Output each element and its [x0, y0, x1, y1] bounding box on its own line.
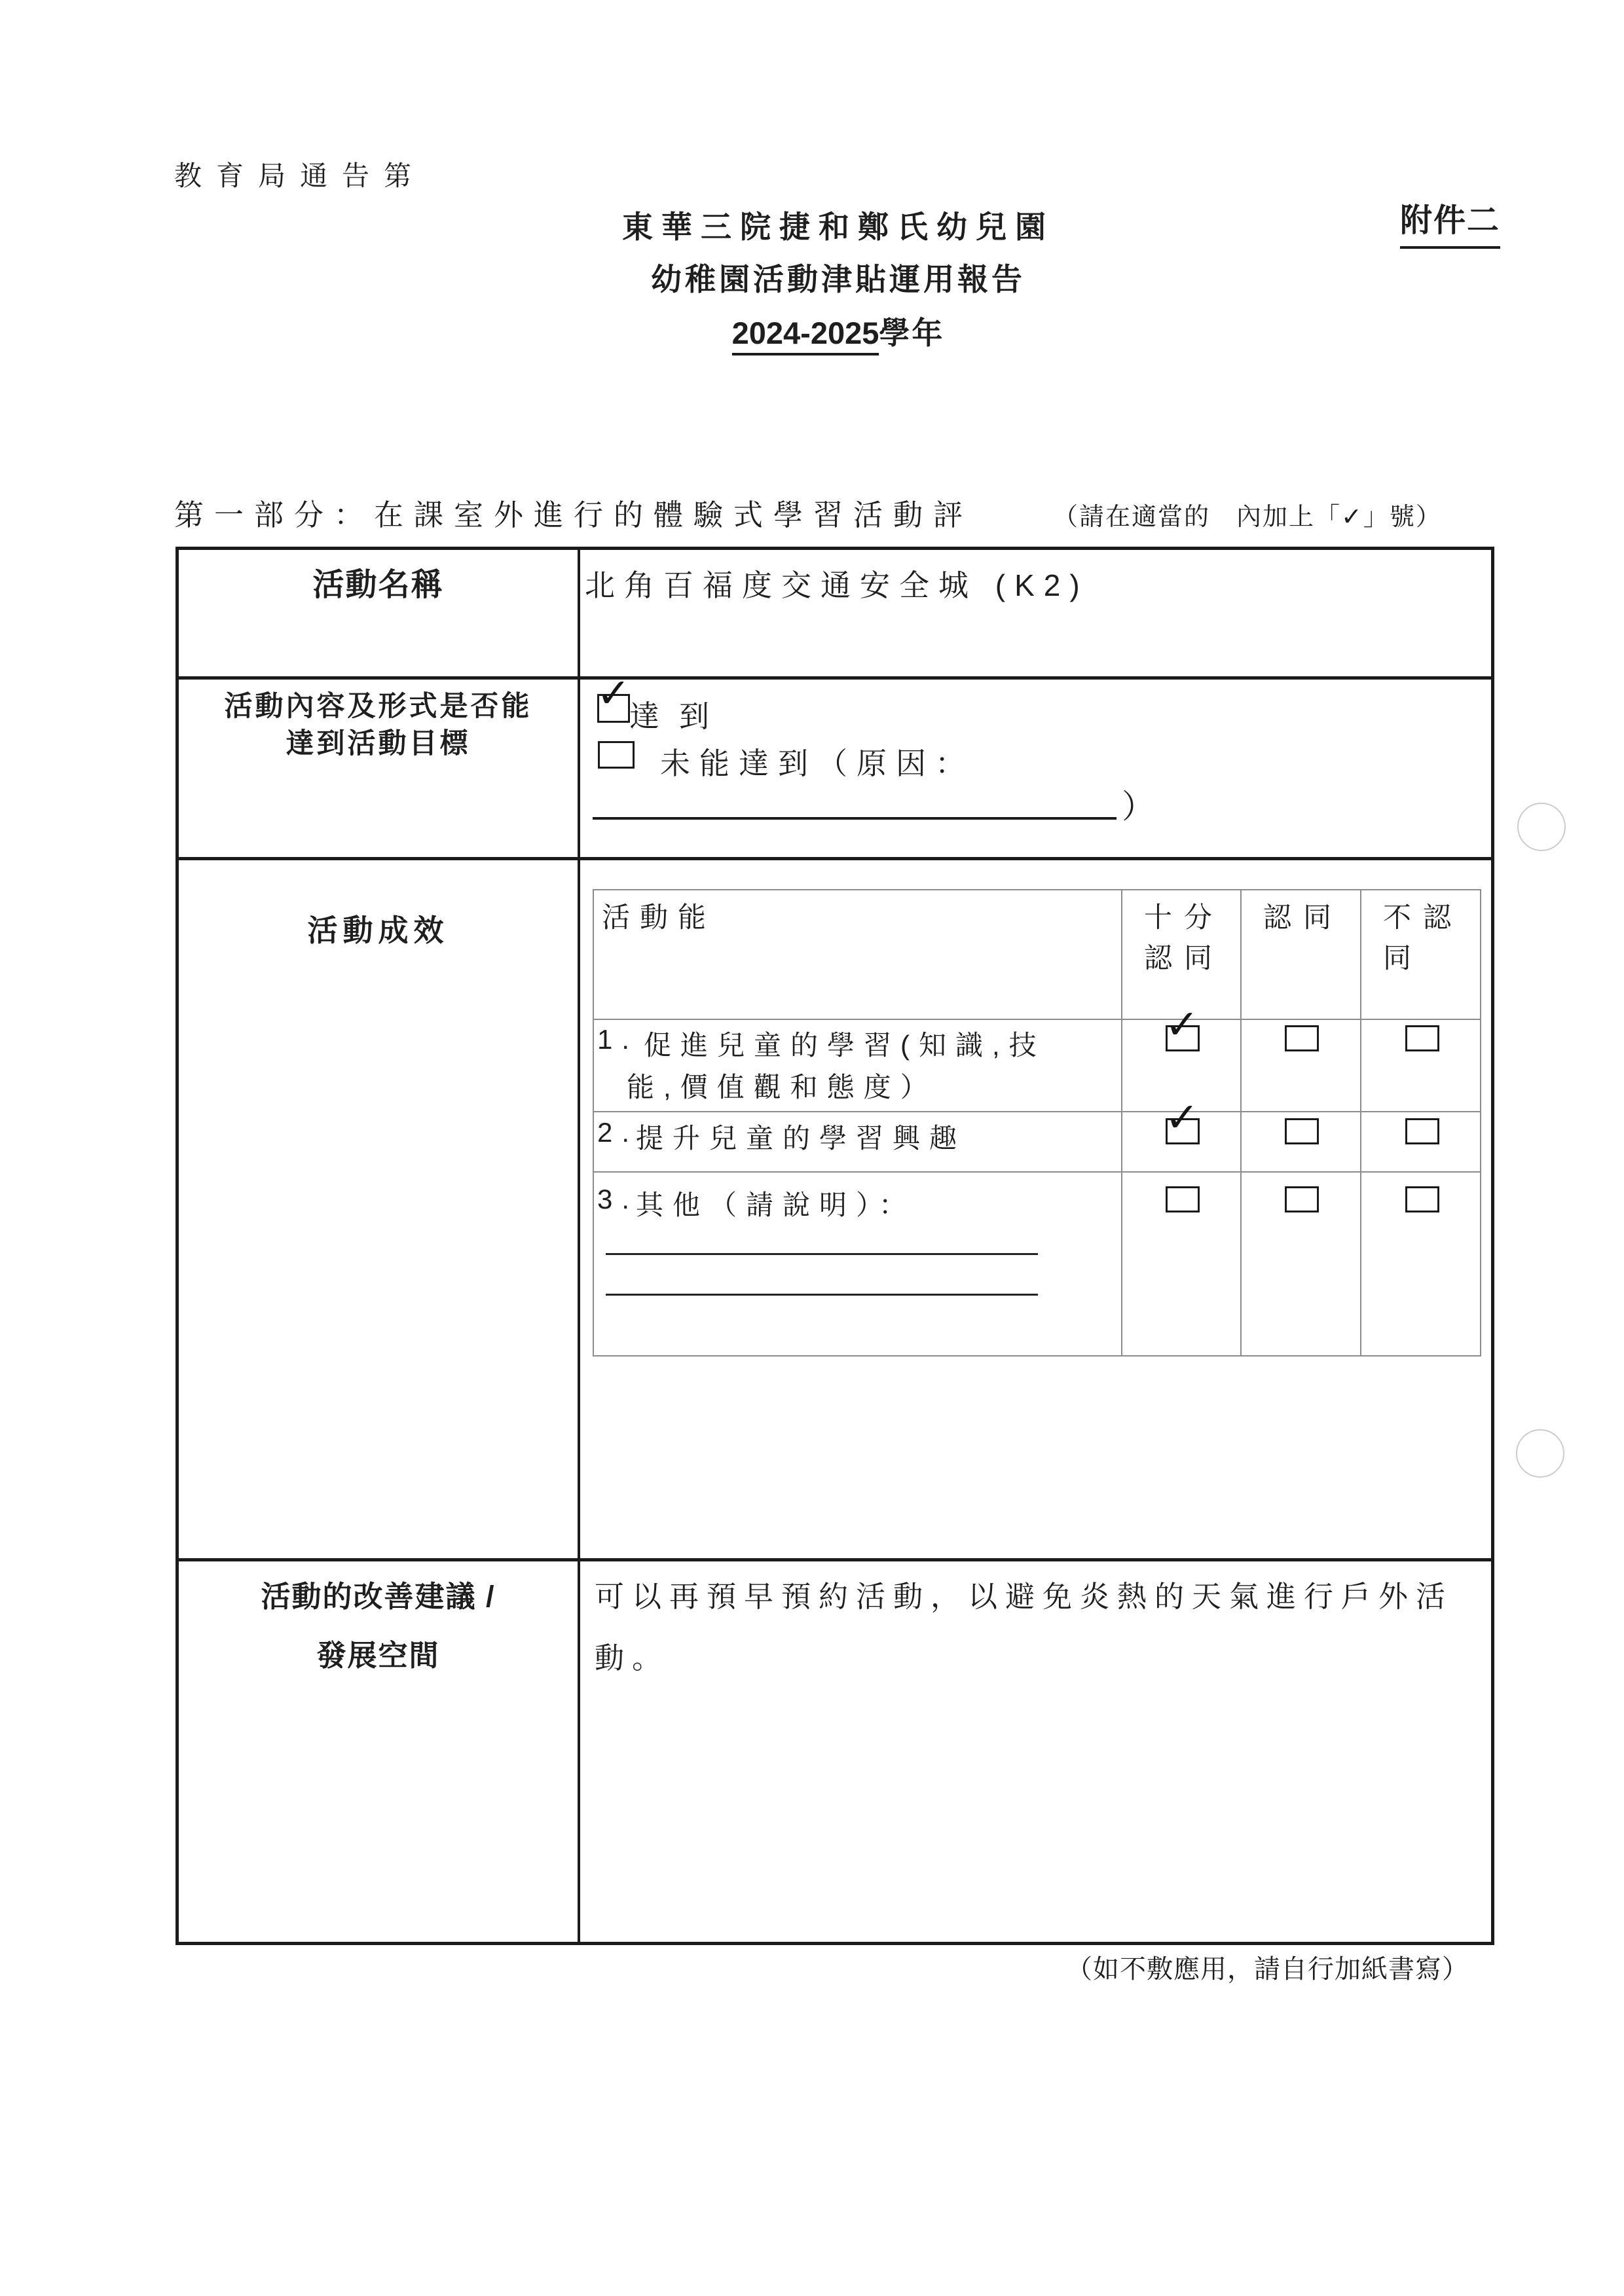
strongly-agree-header-line2: 認同 — [1144, 943, 1224, 974]
statement-column-header: 活動能 — [602, 902, 716, 934]
report-title: 幼稚園活動津貼運用報告 — [651, 262, 1025, 297]
other-blank-line-2 — [606, 1294, 1038, 1296]
statement-text-line1: 其他（請說明）： — [636, 1190, 916, 1220]
agree-header: 認同 — [1263, 902, 1343, 934]
disagree-header-line2: 同 — [1383, 943, 1423, 974]
footnote: （如不敷應用，請自行加紙書寫） — [1066, 1955, 1469, 1984]
table-row-divider — [179, 1558, 1491, 1561]
not-achieved-label: 未能達到（原因： — [660, 746, 974, 780]
item3-agree-checkbox — [1285, 1186, 1319, 1212]
item2-agree-checkbox — [1285, 1118, 1319, 1144]
school-year-value: 2024-2025 — [732, 316, 879, 355]
item1-agree-checkbox — [1285, 1025, 1319, 1051]
reason-close-paren: ） — [1122, 788, 1154, 825]
activity-name-label: 活動名稱 — [312, 568, 444, 602]
table-row-divider — [179, 676, 1491, 680]
disagree-header-line1: 不認 — [1383, 902, 1463, 934]
statement-number: 2. — [597, 1117, 639, 1148]
item3-strongly-agree-checkbox — [1166, 1186, 1200, 1212]
report-table — [175, 547, 1494, 1945]
other-blank-line-1 — [606, 1253, 1038, 1255]
inner-column-divider — [1360, 890, 1361, 1355]
inner-column-divider — [1240, 890, 1242, 1355]
item2-disagree-checkbox — [1405, 1118, 1439, 1144]
inner-row-divider — [594, 1019, 1480, 1020]
section-note: （請在適當的 內加上「✓」號） — [1053, 503, 1442, 531]
inner-row-divider — [594, 1171, 1480, 1173]
effectiveness-table — [593, 889, 1481, 1357]
item1-disagree-checkbox — [1405, 1025, 1439, 1051]
punch-hole-mark — [1517, 803, 1566, 851]
item3-disagree-checkbox — [1405, 1186, 1439, 1212]
strongly-agree-header-line1: 十分 — [1144, 902, 1224, 934]
objective-label-line2: 達到活動目標 — [286, 728, 471, 759]
effectiveness-label: 活動成效 — [307, 913, 449, 947]
statement-text-line2: 能,價值觀和態度） — [627, 1072, 937, 1102]
activity-name-value: 北角百福度交通安全城 (K2) — [585, 568, 1089, 602]
statement-text-line1: 提升兒童的學習興趣 — [636, 1123, 967, 1154]
item2-strongly-agree-checkbox — [1165, 1095, 1200, 1144]
check-mark-icon: ✓ — [1165, 1002, 1199, 1048]
check-mark-icon: ✓ — [1165, 1095, 1199, 1140]
appendix-label: 附件二 — [1400, 195, 1500, 249]
reason-blank-line — [593, 817, 1116, 820]
section-heading: 第一部分：在課室外進行的體驗式學習活動評 — [174, 498, 974, 532]
school-name-title: 東華三院捷和鄭氏幼兒園 — [622, 210, 1054, 244]
improvement-label-line1: 活動的改善建議 / — [261, 1580, 496, 1613]
improvement-value-line1: 可以再預早預約活動，以避免炎熱的天氣進行戶外活 — [595, 1580, 1454, 1613]
table-row-divider — [179, 857, 1491, 860]
not-achieved-checkbox — [598, 741, 635, 769]
statement-text-line1: 促進兒童的學習(知識,技 — [644, 1030, 1046, 1061]
check-mark-icon: ✓ — [597, 671, 631, 716]
inner-row-divider — [594, 1111, 1480, 1112]
inner-column-divider — [1121, 890, 1122, 1355]
school-year-suffix: 學年 — [879, 316, 945, 350]
statement-number: 3. — [597, 1184, 639, 1214]
improvement-label-line2: 發展空間 — [316, 1639, 440, 1672]
punch-hole-mark — [1516, 1429, 1564, 1478]
achieved-label: 達到 — [629, 699, 729, 733]
circular-number-text: 教育局通告第 — [174, 160, 426, 191]
table-column-divider — [578, 550, 580, 1942]
objective-label-line1: 活動內容及形式是否能 — [224, 691, 532, 722]
statement-number: 1. — [597, 1024, 639, 1055]
school-year-line — [52, 309, 1624, 353]
achieved-checkbox — [597, 671, 631, 723]
improvement-value-line2: 動。 — [595, 1641, 670, 1675]
item1-strongly-agree-checkbox — [1165, 1002, 1200, 1051]
